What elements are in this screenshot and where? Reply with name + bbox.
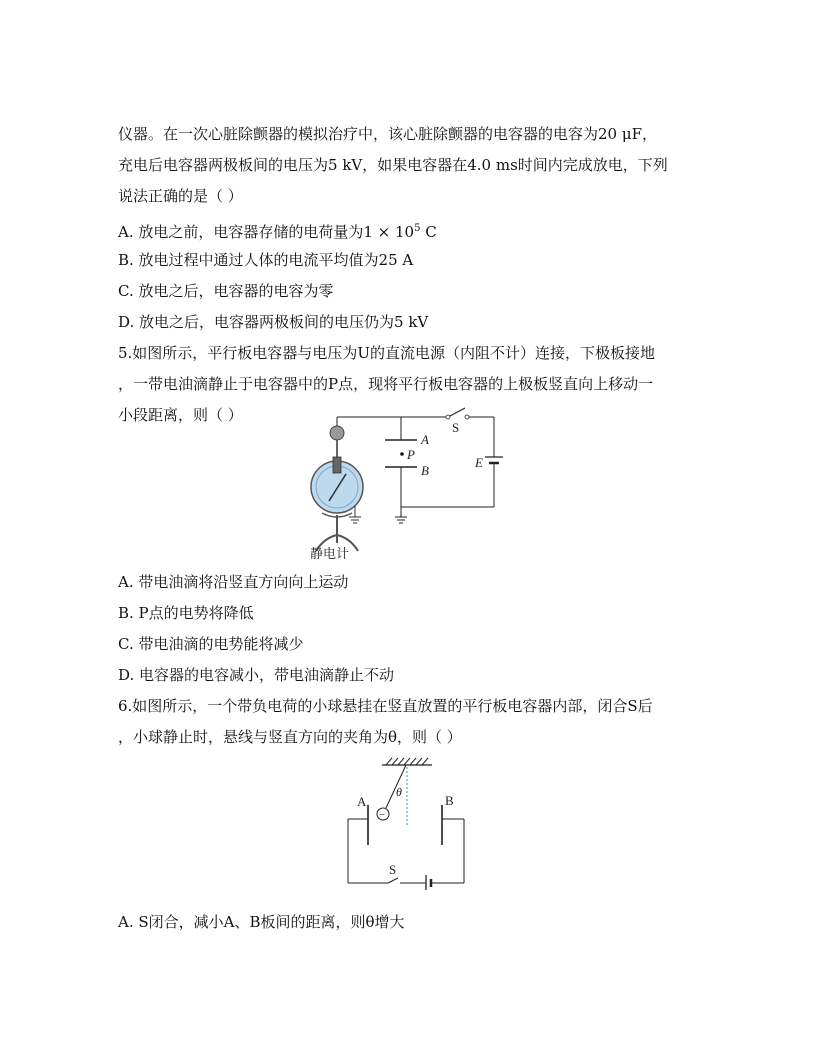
oil-drop-p <box>400 452 404 456</box>
q4-option-a <box>118 219 437 242</box>
switch-s <box>388 878 398 883</box>
label-theta: θ <box>396 785 402 799</box>
q6-stem-line-1: 6.如图所示，一个带负电荷的小球悬挂在竖直放置的平行板电容器内部，闭合S后 <box>118 697 653 715</box>
electrometer-knob <box>330 426 344 440</box>
label-p: P <box>407 447 415 462</box>
switch-s <box>450 408 465 416</box>
q4-option-a-text: A. 放电之前，电容器存储的电荷量为1 × 10 <box>118 223 415 241</box>
label-e: E <box>475 455 483 470</box>
q5-option-d: D. 电容器的电容减小，带电油滴静止不动 <box>118 666 395 684</box>
q6-stem-line-2: ，小球静止时，悬线与竖直方向的夹角为θ，则（ ） <box>118 728 462 746</box>
label-b: B <box>421 463 429 478</box>
q5-stem-line-2: ，一带电油滴静止于电容器中的P点，现将平行板电容器的上极板竖直向上移动一 <box>118 375 654 393</box>
q6-pendulum-capacitor-figure <box>340 755 480 890</box>
q5-option-a: A. 带电油滴将沿竖直方向向上运动 <box>118 573 349 591</box>
ball-charge-sign: − <box>379 809 386 821</box>
q4-option-c: C. 放电之后，电容器的电容为零 <box>118 282 334 300</box>
q5-electrometer-capacitor-figure <box>300 405 510 570</box>
figure-caption: 静电计 <box>310 546 350 561</box>
label-s: S <box>452 420 460 435</box>
label-a: A <box>421 432 429 447</box>
q5-stem-line-3: 小段距离，则（ ） <box>118 406 243 424</box>
label-plate-b: B <box>445 793 454 808</box>
q5-stem-line-1: 5.如图所示，平行板电容器与电压为U的直流电源（内阻不计）连接，下极板接地 <box>118 344 655 362</box>
q4-stem-line-2: 充电后电容器两极板间的电压为5 kV，如果电容器在4.0 ms时间内完成放电，下列 <box>118 156 668 174</box>
q4-option-d: D. 放电之后，电容器两极板间的电压仍为5 kV <box>118 313 429 331</box>
label-switch: S <box>389 862 397 877</box>
q5-option-c: C. 带电油滴的电势能将减少 <box>118 635 304 653</box>
q4-option-a-exponent: 5 <box>414 223 421 234</box>
q4-option-a-unit: C <box>420 223 437 241</box>
q4-stem-line-1: 仪器。在一次心脏除颤器的模拟治疗中，该心脏除颤器的电容器的电容为20 μF， <box>118 125 658 143</box>
q5-option-b: B. P点的电势将降低 <box>118 604 254 622</box>
q4-stem-line-3: 说法正确的是（ ） <box>118 187 243 205</box>
q6-option-a: A. S闭合，减小A、B板间的距离，则θ增大 <box>118 913 405 931</box>
q4-option-b: B. 放电过程中通过人体的电流平均值为25 A <box>118 251 414 269</box>
label-plate-a: A <box>357 794 367 809</box>
